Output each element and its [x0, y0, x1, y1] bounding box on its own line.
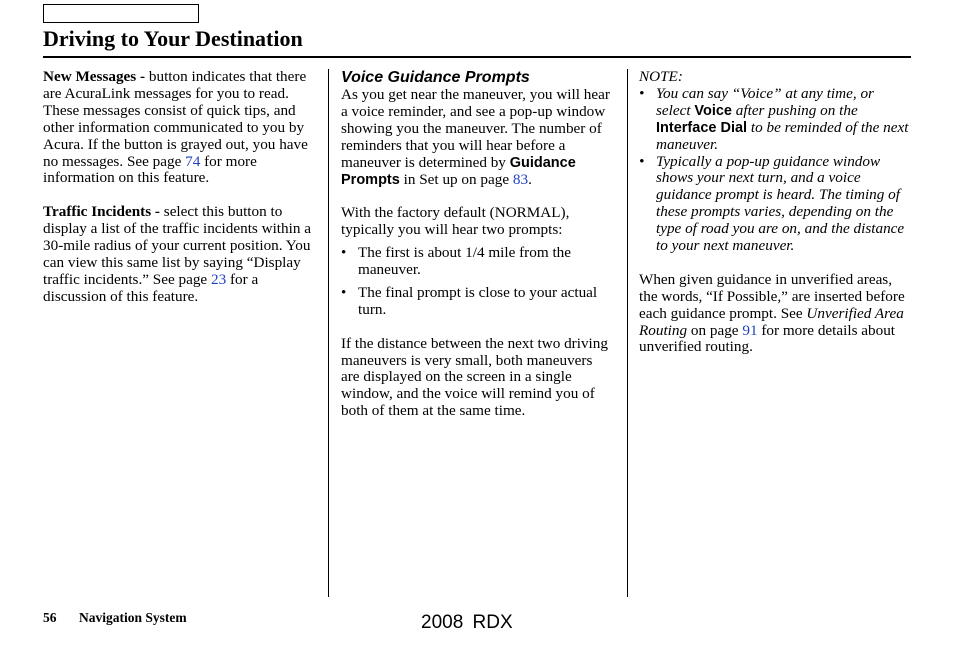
page-title: Driving to Your Destination: [43, 26, 303, 51]
guidance-prompts-button-ref: Guidance Prompts: [341, 154, 576, 188]
note-label: NOTE:: [639, 68, 683, 85]
title-rule: [43, 56, 911, 58]
note-text-2: Typically a pop-up guidance window shows your next turn, and a voice guidance prompt is heard. The timing of these prompts varies, depending on the type of road you are on, and the distance to your next maneuver.: [656, 152, 905, 255]
column-right: [639, 69, 911, 356]
voice-guidance-paragraph-1: [341, 87, 613, 188]
list-item: [341, 285, 613, 319]
voice-guidance-heading: Voice Guidance Prompts: [341, 69, 530, 86]
traffic-incidents-text-end: for a discussion of this feature.: [43, 270, 259, 305]
bullet-icon: •: [341, 244, 347, 262]
interface-dial-ref: Interface Dial: [656, 119, 748, 136]
column-divider-2: [627, 69, 628, 597]
new-messages-text: button indicates that there are AcuraLink messages for you to read. These messages consist of quick tips, and other information communicated to you by Acura. If the button is grayed out, you have no messages. See page: [43, 68, 308, 170]
unverified-areas-paragraph: [639, 272, 911, 357]
page-number: 56: [43, 610, 57, 625]
voice-guidance-paragraph-2: With the factory default (NORMAL), typically you will hear two prompts:: [341, 204, 570, 239]
bullet-icon: •: [639, 152, 645, 170]
traffic-incidents-text: select this button to display a list of the traffic incidents within a 30-mile radius of your current position. You can view this same list by saying “Display traffic incidents.” See page: [43, 203, 311, 288]
bullet-text: The first is about 1/4 mile from the maneuver.: [358, 244, 572, 279]
column-left: [43, 69, 317, 306]
bullet-icon: •: [341, 283, 347, 301]
voice-guidance-paragraph-3: If the distance between the next two driving maneuvers is very small, both maneuvers are displayed on the screen in a single window, and the voice will remind you of both of them at the same time.: [341, 334, 608, 420]
page-link-23[interactable]: 23: [210, 270, 227, 288]
page-link-83[interactable]: 83: [512, 170, 529, 188]
voice-guidance-text-mid: in Set up on page: [399, 170, 513, 188]
voice-guidance-text: As you get near the maneuver, you will hear a voice reminder, and see a pop-up window showing you the maneuver. The number of reminders that you will hear before a maneuver is determined by: [341, 86, 610, 171]
header-tab-box: [43, 4, 199, 23]
unverified-text: When given guidance in unverified areas, the words, “If Possible,” are inserted before each guidance prompt. See: [639, 270, 905, 322]
note-text-1: You can say “Voice” at any time, or select Voice after pushing on the Interface Dial to be reminded of the next maneuver.: [656, 84, 909, 153]
note-item: [639, 154, 911, 255]
traffic-incidents-label: Traffic Incidents -: [43, 203, 160, 221]
traffic-incidents-paragraph: [43, 204, 317, 305]
column-middle: [341, 69, 613, 420]
bullet-icon: •: [639, 84, 645, 102]
voice-guidance-text-end: .: [528, 170, 532, 188]
list-item: [341, 245, 613, 279]
unverified-text-mid: on page: [687, 321, 743, 339]
new-messages-paragraph: [43, 69, 317, 187]
new-messages-label: New Messages -: [43, 68, 146, 85]
voice-button-ref: Voice: [694, 102, 732, 119]
unverified-text-end: for more details about unverified routing.: [639, 321, 896, 356]
footer-model-label: 2008 RDX: [421, 612, 513, 633]
page-link-74[interactable]: 74: [185, 152, 201, 170]
page-link-91[interactable]: 91: [742, 321, 758, 339]
unverified-area-routing-ref: Unverified Area Routing: [639, 304, 904, 339]
new-messages-text-end: for more information on this feature.: [43, 152, 257, 187]
bullet-text: The final prompt is close to your actual turn.: [358, 283, 598, 318]
note-item: [639, 86, 911, 154]
column-divider-1: [328, 69, 329, 597]
footer-section-label: Navigation System: [79, 610, 187, 625]
